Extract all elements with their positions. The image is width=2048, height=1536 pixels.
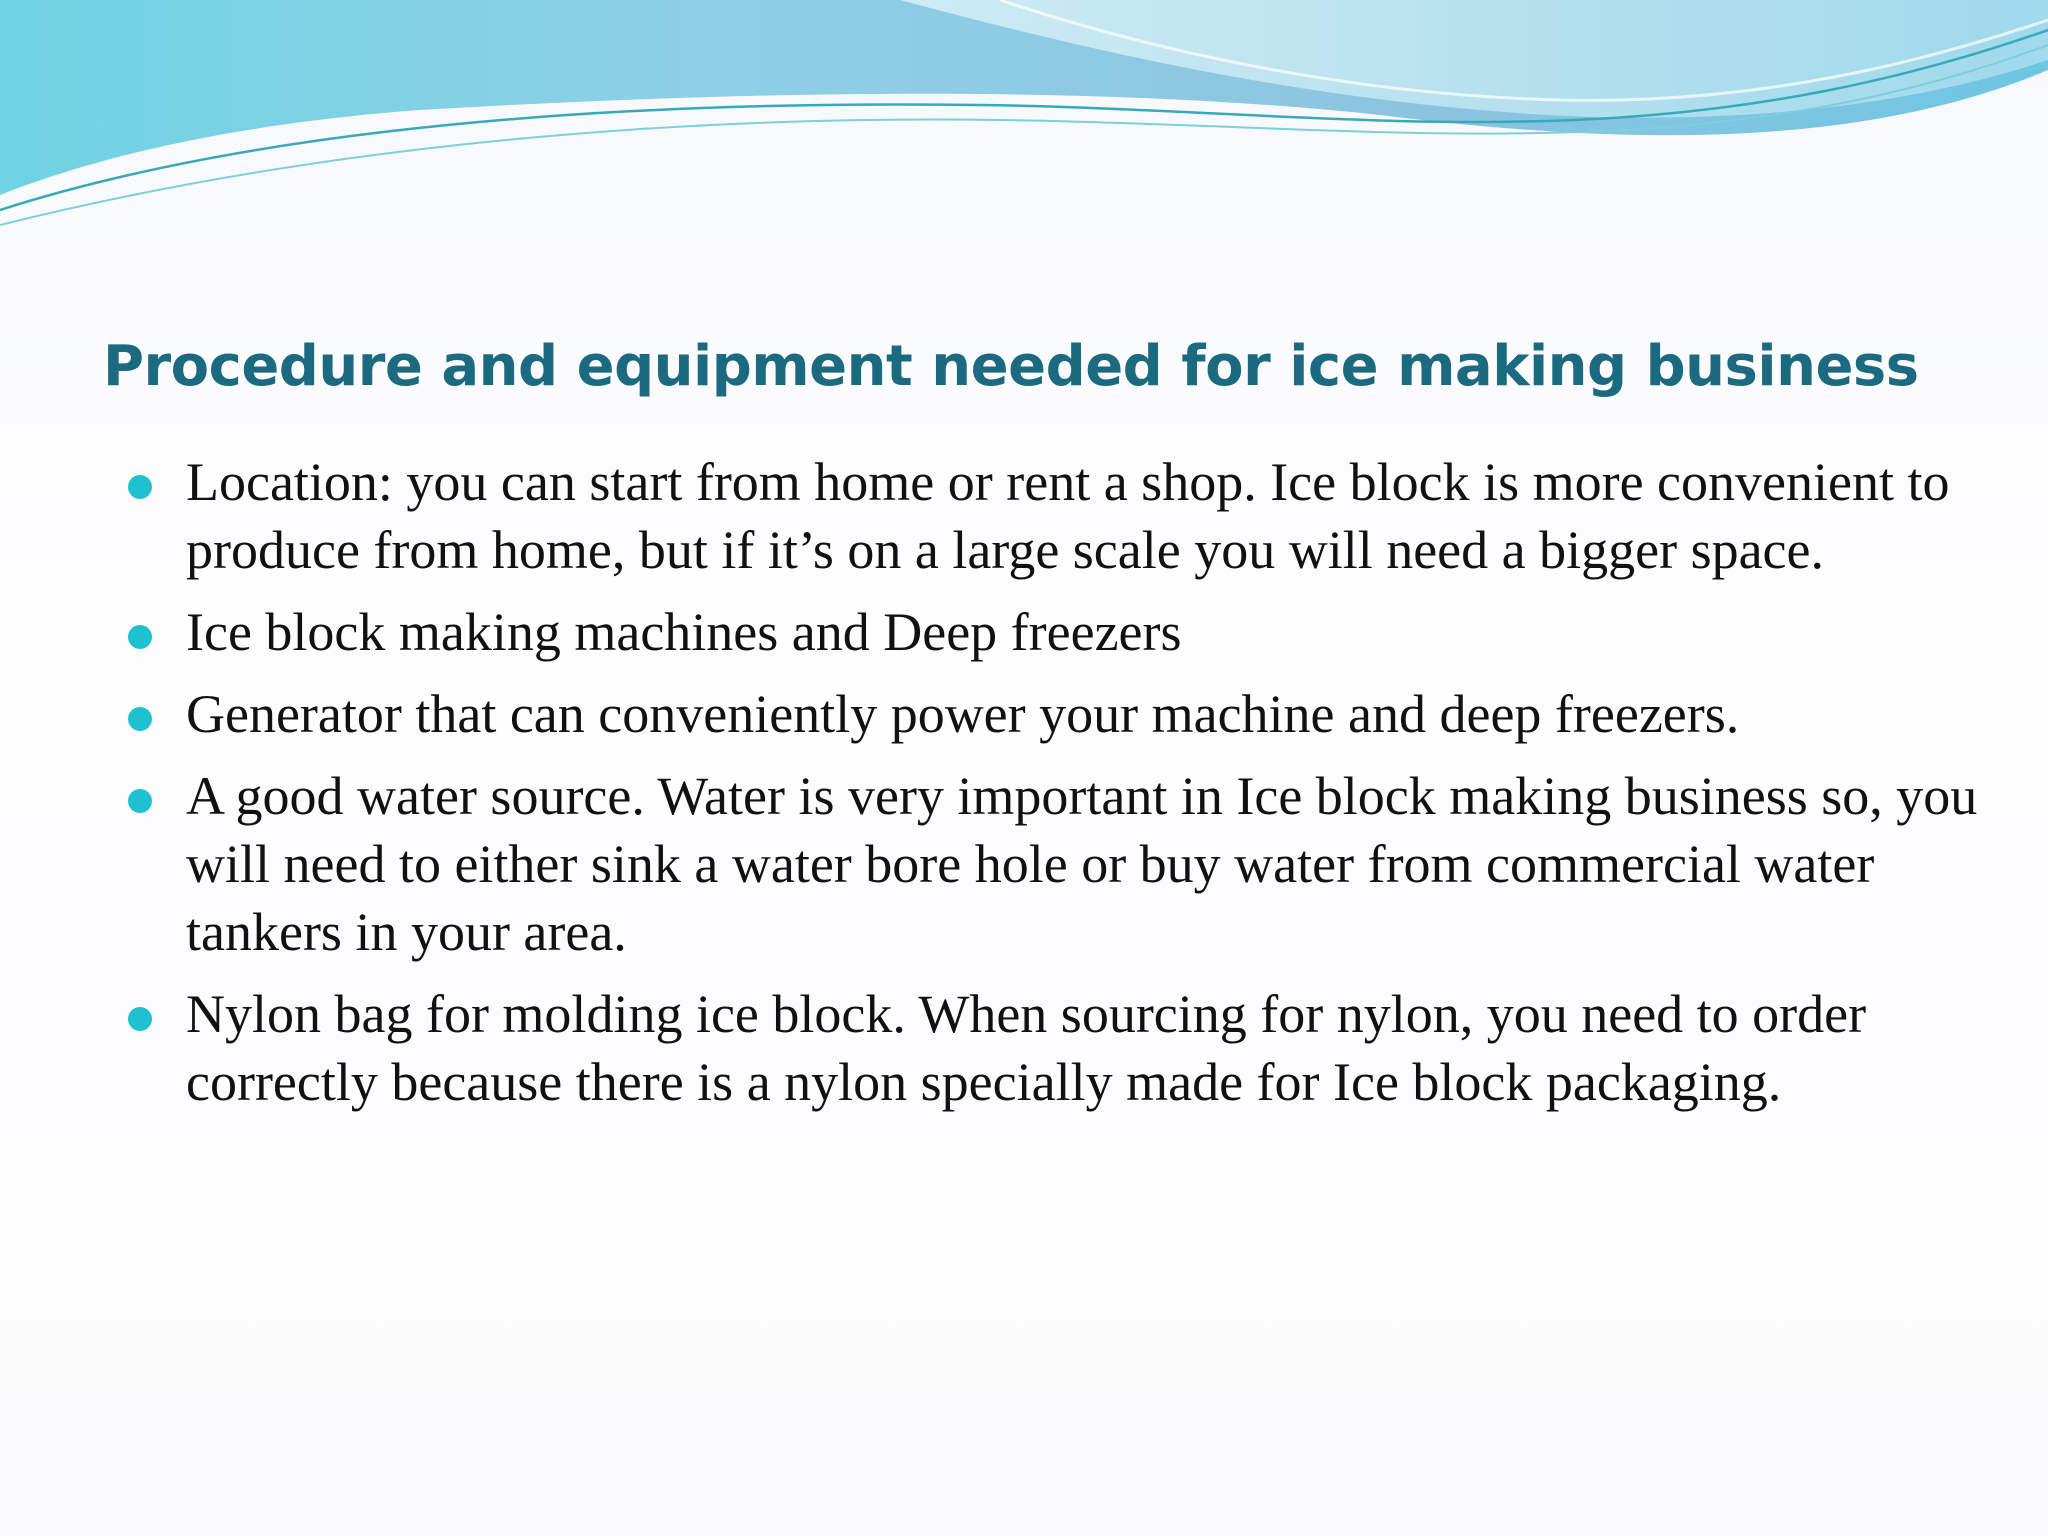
bullet-item	[0, 762, 2048, 966]
bullet-dot-icon	[128, 789, 152, 813]
bullet-text: Ice block making machines and Deep freezers	[186, 602, 1182, 662]
bullet-list	[0, 448, 2048, 1130]
bullet-dot-icon	[128, 625, 152, 649]
bullet-text: Location: you can start from home or rent a shop. Ice block is more convenient to produce from home, but if it’s on a large scale you will need a bigger space.	[186, 452, 1950, 580]
slide-title: Procedure and equipment needed for ice making business	[103, 334, 1919, 399]
bullet-dot-icon	[128, 707, 152, 731]
bullet-item	[0, 448, 2048, 584]
header-wave-decoration	[0, 0, 2048, 240]
bullet-text: Nylon bag for molding ice block. When sourcing for nylon, you need to order correctly because there is a nylon specially made for Ice block packaging.	[186, 984, 1867, 1112]
bullet-text: Generator that can conveniently power your machine and deep freezers.	[186, 684, 1740, 744]
bullet-dot-icon	[128, 475, 152, 499]
bullet-item	[0, 598, 2048, 666]
bullet-item	[0, 680, 2048, 748]
bullet-dot-icon	[128, 1007, 152, 1031]
bullet-text: A good water source. Water is very important in Ice block making business so, you will need to either sink a water bore hole or buy water from commercial water tankers in your area.	[186, 766, 1978, 962]
bullet-item	[0, 980, 2048, 1116]
